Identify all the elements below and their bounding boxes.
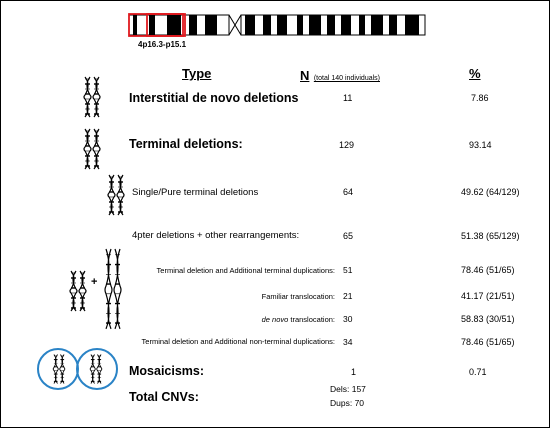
- chromosome-pair-icon: [88, 353, 104, 385]
- plus-sign: +: [91, 276, 98, 288]
- pter-other-pct: 51.38 (65/129): [461, 231, 520, 241]
- familiar-transloc-pct: 41.17 (21/51): [461, 291, 515, 301]
- dark-band: [309, 15, 321, 35]
- percent-header: %: [469, 66, 481, 81]
- dark-band: [371, 15, 383, 35]
- terminal-label: Terminal deletions:: [129, 137, 243, 151]
- mosaicisms-n: 1: [351, 367, 357, 377]
- mosaicisms-pct: 0.71: [469, 367, 487, 377]
- chromatid-outline: [108, 249, 112, 329]
- derivative-chromosome-icon: [102, 247, 126, 333]
- single-pure-pct: 49.62 (64/129): [461, 187, 520, 197]
- dark-band: [149, 15, 155, 35]
- mosaicisms-label: Mosaicisms:: [129, 364, 205, 378]
- term-add-term-dup-n: 51: [343, 265, 353, 275]
- interstitial-pct: 7.86: [471, 93, 489, 103]
- dark-band: [327, 15, 335, 35]
- dark-band: [277, 15, 287, 35]
- chromosome-pair-icon: [67, 269, 89, 313]
- chromatid-outline: [92, 354, 95, 383]
- single-pure-n: 64: [343, 187, 354, 197]
- chromatid-outline: [82, 271, 86, 311]
- denovo-transloc-pct: 58.83 (30/51): [461, 314, 515, 324]
- chromatid-outline: [117, 249, 121, 329]
- total-dels: Dels: 157: [330, 384, 366, 394]
- chromatid-outline: [87, 77, 91, 117]
- dark-band: [167, 15, 181, 35]
- chromatid-outline: [62, 354, 65, 383]
- chromatid-outline: [73, 271, 77, 311]
- dark-band: [341, 15, 351, 35]
- dark-band: [205, 15, 217, 35]
- dark-band: [189, 15, 197, 35]
- denovo-transloc-n: 30: [343, 314, 353, 324]
- chromatid-outline: [120, 175, 124, 215]
- dark-band: [389, 15, 397, 35]
- dark-band: [297, 15, 303, 35]
- n-header: N (total 140 individuals): [300, 68, 380, 83]
- interstitial-n: 11: [343, 93, 353, 103]
- chromosome-pair-icon: [81, 127, 103, 171]
- dark-band: [263, 15, 271, 35]
- terminal-pct: 93.14: [469, 140, 492, 150]
- chromosome-4-ideogram: [127, 12, 427, 38]
- dark-band: [405, 15, 419, 35]
- centromere: [229, 15, 241, 35]
- chromosome-pair-icon: [51, 353, 67, 385]
- dark-band: [133, 15, 137, 35]
- type-header: Type: [182, 66, 212, 81]
- term-add-term-dup-pct: 78.46 (51/65): [461, 265, 515, 275]
- dark-band: [245, 15, 255, 35]
- chromatid-outline: [55, 354, 58, 383]
- chromatid-outline: [99, 354, 102, 383]
- chromatid-outline: [96, 77, 100, 117]
- total-cnvs-label: Total CNVs:: [129, 390, 199, 404]
- chromosome-pair-icon: [105, 173, 127, 217]
- terminal-n: 129: [339, 140, 355, 150]
- familiar-transloc-label: Familiar translocation:: [261, 292, 335, 301]
- chromatid-outline: [96, 129, 100, 169]
- single-pure-label: Single/Pure terminal deletions: [132, 187, 259, 198]
- chromatid-outline: [87, 129, 91, 169]
- chromosome-pair-icon: [81, 75, 103, 119]
- chromatid-outline: [111, 175, 115, 215]
- pter-other-n: 65: [343, 231, 354, 241]
- term-add-nonterm-dup-n: 34: [343, 337, 353, 347]
- term-add-term-dup-label: Terminal deletion and Additional terminal duplications:: [156, 266, 335, 275]
- dark-band: [359, 15, 365, 35]
- band-label: 4p16.3-p15.1: [138, 40, 187, 49]
- interstitial-label: Interstitial de novo deletions: [129, 91, 299, 105]
- denovo-transloc-label: de novo translocation:: [261, 315, 335, 324]
- total-dups: Dups: 70: [330, 398, 365, 408]
- term-add-nonterm-dup-pct: 78.46 (51/65): [461, 337, 515, 347]
- pter-other-label: 4pter deletions + other rearrangements:: [132, 230, 300, 241]
- term-add-nonterm-dup-label: Terminal deletion and Additional non-terminal duplications:: [141, 337, 335, 346]
- familiar-transloc-n: 21: [343, 291, 353, 301]
